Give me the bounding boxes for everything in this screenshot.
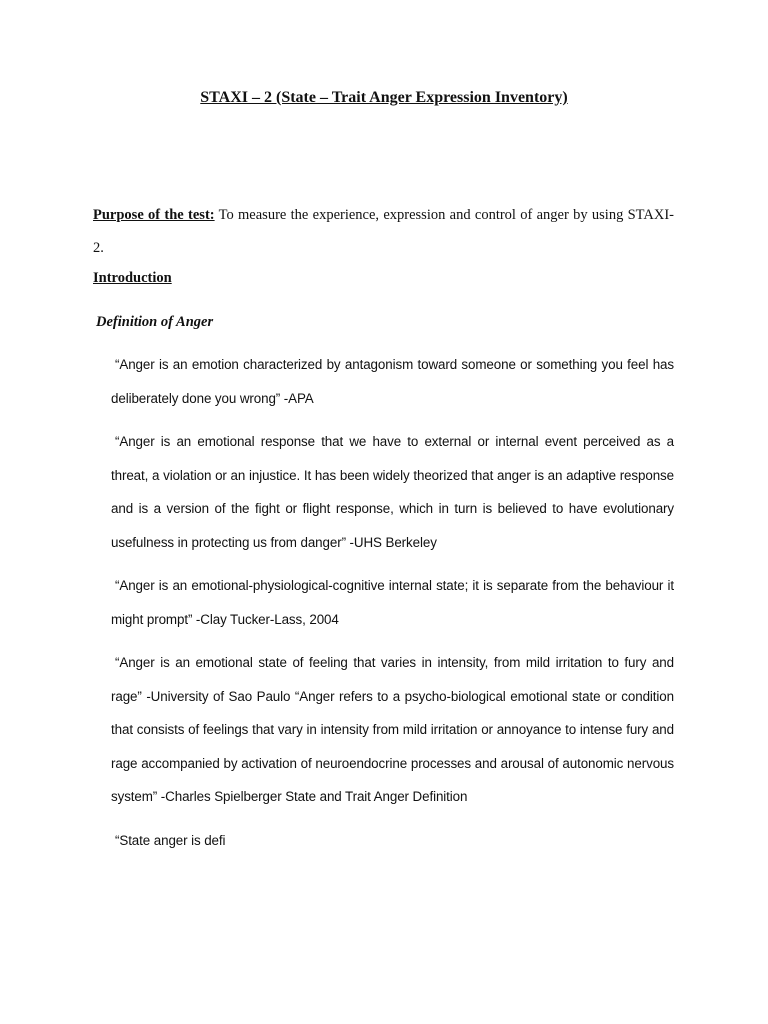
document-title: STAXI – 2 (State – Trait Anger Expression Inventory): [200, 89, 568, 106]
purpose-paragraph: [93, 199, 674, 265]
definition-heading: Definition of Anger: [96, 314, 214, 330]
purpose-label: Purpose of the test:: [93, 207, 215, 223]
quote-apa: “Anger is an emotion characterized by antagonism toward someone or something you feel has deliberately done you wrong” -APA: [111, 357, 674, 406]
quote-uhs-berkeley: “Anger is an emotional response that we have to external or internal event perceived as a threat, a violation or an injustice. It has been widely theorized that anger is an adaptive response and is a version of the fight or flight response, which in turn is believed to have evolutionary usefulness in protecting us from danger” -UHS Berkeley: [111, 434, 674, 550]
purpose-text: To measure the experience, expression and control of anger by using STAXI-2.: [93, 207, 674, 256]
quote-tucker-lass: “Anger is an emotional-physiological-cognitive internal state; it is separate from the behaviour it might prompt” -Clay Tucker-Lass, 2004: [111, 578, 674, 627]
quote-state-anger: “State anger is defi: [115, 832, 226, 848]
quote-list: [111, 348, 674, 867]
introduction-heading: Introduction: [93, 270, 172, 286]
quote-sao-paulo-spielberger: “Anger is an emotional state of feeling that varies in intensity, from mild irritation to fury and rage” -University of Sao Paulo “Anger refers to a psycho-biological emotional state or condition that consists of feelings that vary in intensity from mild irritation or annoyance to intense fury and rage accompanied by activation of neuroendocrine processes and arousal of autonomic nervous system” -Charles Spielberger State and Trait Anger Definition: [111, 655, 674, 804]
